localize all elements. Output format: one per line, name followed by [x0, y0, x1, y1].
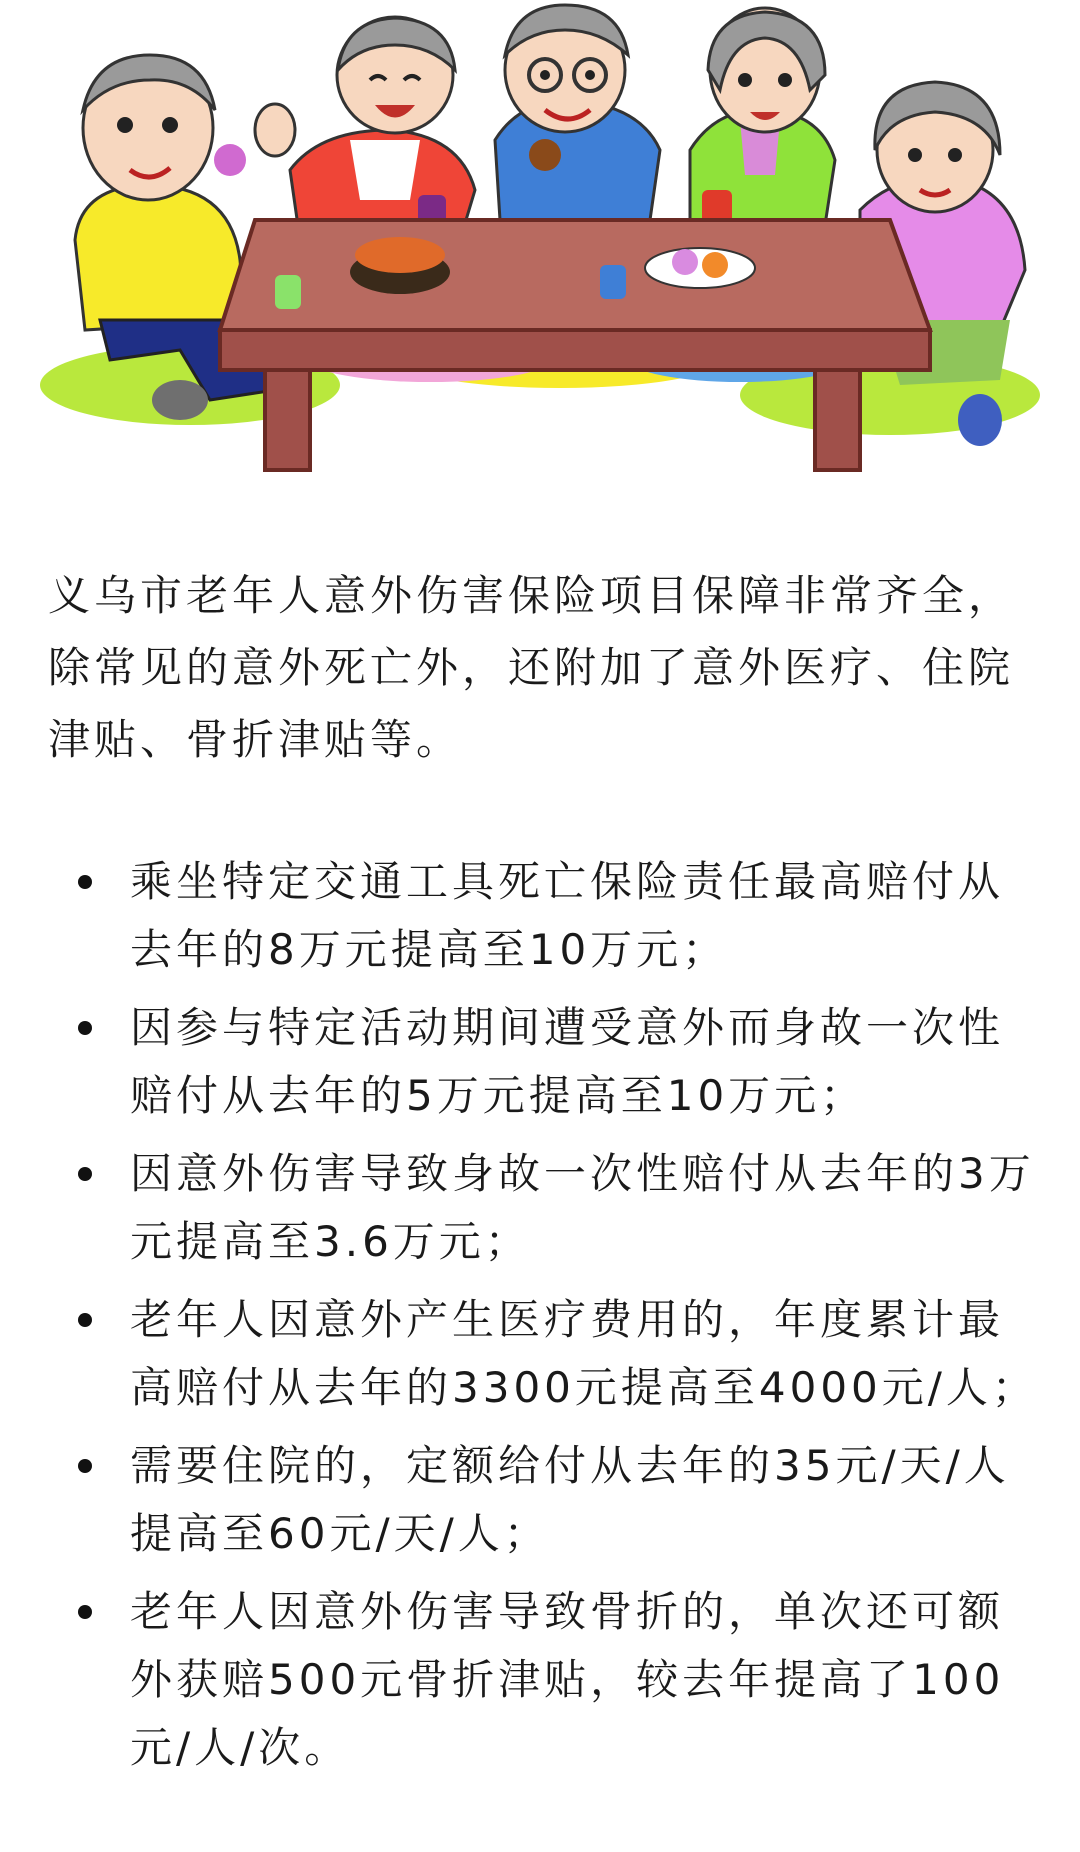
elder-green-shirt: [690, 8, 835, 226]
intro-paragraph: 义乌市老年人意外伤害保险项目保障非常齐全，除常见的意外死亡外，还附加了意外医疗、住院津贴、骨折津贴等。: [48, 571, 1015, 764]
list-item: [48, 1578, 1038, 1782]
elderly-group-illustration: [0, 0, 1080, 500]
bullet-icon: [78, 1605, 92, 1619]
bullet-text: 因意外伤害导致身故一次性赔付从去年的3万元提高至3.6万元；: [130, 1149, 1035, 1266]
bullet-text: 因参与特定活动期间遭受意外而身故一次性赔付从去年的5万元提高至10万元；: [130, 1003, 1005, 1120]
list-item: [48, 1432, 1038, 1568]
bullet-list: [48, 848, 1038, 1782]
bullet-icon: [78, 875, 92, 889]
elder-blue-shirt: [495, 5, 660, 220]
bullet-icon: [78, 1459, 92, 1473]
list-item: [48, 848, 1038, 984]
bullet-text: 老年人因意外产生医疗费用的，年度累计最高赔付从去年的3300元提高至4000元/人；: [130, 1295, 1038, 1412]
bullet-icon: [78, 1021, 92, 1035]
list-item: [48, 1286, 1038, 1422]
tea-table: [220, 220, 930, 470]
bullet-text: 需要住院的，定额给付从去年的35元/天/人提高至60元/天/人；: [130, 1441, 1010, 1558]
list-item: [48, 1140, 1038, 1276]
list-item: [48, 994, 1038, 1130]
elder-red-shirt: [255, 17, 475, 240]
bullet-icon: [78, 1313, 92, 1327]
bullet-text: 老年人因意外伤害导致骨折的，单次还可额外获赔500元骨折津贴，较去年提高了100元/人/次。: [130, 1587, 1005, 1772]
bullet-icon: [78, 1167, 92, 1181]
bullet-text: 乘坐特定交通工具死亡保险责任最高赔付从去年的8万元提高至10万元；: [130, 857, 1005, 974]
article-body: [48, 560, 1038, 1792]
